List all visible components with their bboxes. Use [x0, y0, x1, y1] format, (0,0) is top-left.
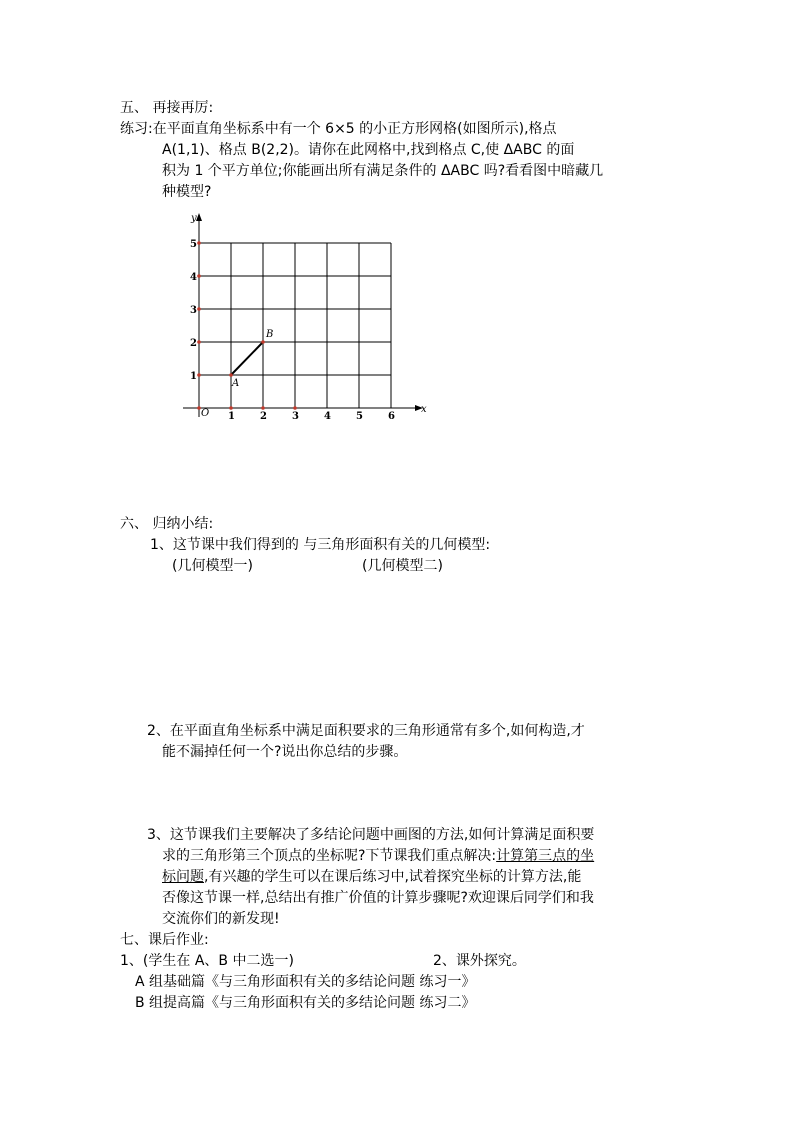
summary-item-3-line-5: 交流你们的新发现!: [162, 911, 280, 927]
summary-item-3-line-3: [162, 867, 581, 887]
summary-item-2-line-1: 2、在平面直角坐标系中满足面积要求的三角形通常有多个,如何构造,才: [147, 723, 585, 739]
point-b-dot: [261, 340, 265, 344]
section5-heading: 五、 再接再厉:: [120, 100, 214, 116]
y-tick-4: 4: [190, 272, 197, 283]
exercise-line-4: 种模型?: [162, 184, 212, 200]
x-axis-label: x: [421, 404, 427, 415]
summary-item-3-line-4: 否像这节课一样,总结出有推广价值的计算步骤呢?欢迎课后同学们和我: [162, 890, 594, 906]
y-tick-1: 1: [190, 371, 197, 382]
summary-item-2-line-2: 能不漏掉任何一个?说出你总结的步骤。: [162, 744, 408, 760]
homework-item-1: 1、(学生在 A、B 中二选一): [120, 953, 294, 969]
exercise-line-3: 积为 1 个平方单位;你能画出所有满足条件的 ΔABC 吗?看看图中暗藏几: [162, 163, 604, 179]
geometry-model-2-label: (几何模型二): [362, 558, 443, 574]
y-tick-5: 5: [190, 239, 197, 250]
homework-group-b: B 组提高篇《与三角形面积有关的多结论问题 练习二》: [135, 995, 476, 1011]
geometry-model-1-label: (几何模型一): [172, 558, 253, 574]
summary-item-3-line-3-text: ,有兴趣的学生可以在课后练习中,试着探究坐标的计算方法,能: [204, 869, 582, 885]
x-tick-2: 2: [260, 411, 267, 422]
underlined-topic-part-1: 计算第三点的坐: [496, 848, 595, 864]
point-b-label: B: [266, 329, 274, 340]
x-tick-6: 6: [388, 411, 395, 422]
homework-group-a: A 组基础篇《与三角形面积有关的多结论问题 练习一》: [135, 974, 476, 990]
exercise-line-2: A(1,1)、格点 B(2,2)。请你在此网格中,找到格点 C,使 ΔABC 的面: [162, 142, 575, 158]
summary-item-3-line-1: 3、这节课我们主要解决了多结论问题中画图的方法,如何计算满足面积要: [147, 827, 595, 843]
segment-ab: [231, 342, 263, 375]
x-tick-3: 3: [292, 411, 299, 422]
homework-item-2: 2、课外探究。: [433, 953, 526, 969]
axis-tick-dots: [197, 241, 297, 410]
grid-lines: [199, 243, 391, 408]
y-tick-2: 2: [190, 338, 197, 349]
section6-heading: 六、 归纳小结:: [120, 516, 214, 532]
underlined-topic-part-2: 标问题: [162, 869, 204, 885]
origin-label: O: [201, 408, 210, 419]
x-tick-4: 4: [324, 411, 331, 422]
summary-item-3-line-2: [162, 846, 594, 866]
section7-heading: 七、课后作业:: [120, 932, 209, 948]
point-a-label: A: [232, 378, 240, 389]
y-tick-3: 3: [190, 305, 197, 316]
summary-item-3-line-2-text: 求的三角形第三个顶点的坐标呢?下节课我们重点解决:: [162, 848, 497, 864]
y-axis-label: y: [191, 213, 197, 224]
y-axis-arrow: [196, 213, 202, 221]
summary-item-1: 1、这节课中我们得到的 与三角形面积有关的几何模型:: [150, 537, 491, 553]
x-tick-1: 1: [228, 411, 235, 422]
point-a-dot: [229, 373, 233, 377]
exercise-line-1: 练习:在平面直角坐标系中有一个 6×5 的小正方形网格(如图所示),格点: [120, 121, 557, 137]
coordinate-grid-figure: [175, 205, 435, 425]
x-tick-5: 5: [356, 411, 363, 422]
